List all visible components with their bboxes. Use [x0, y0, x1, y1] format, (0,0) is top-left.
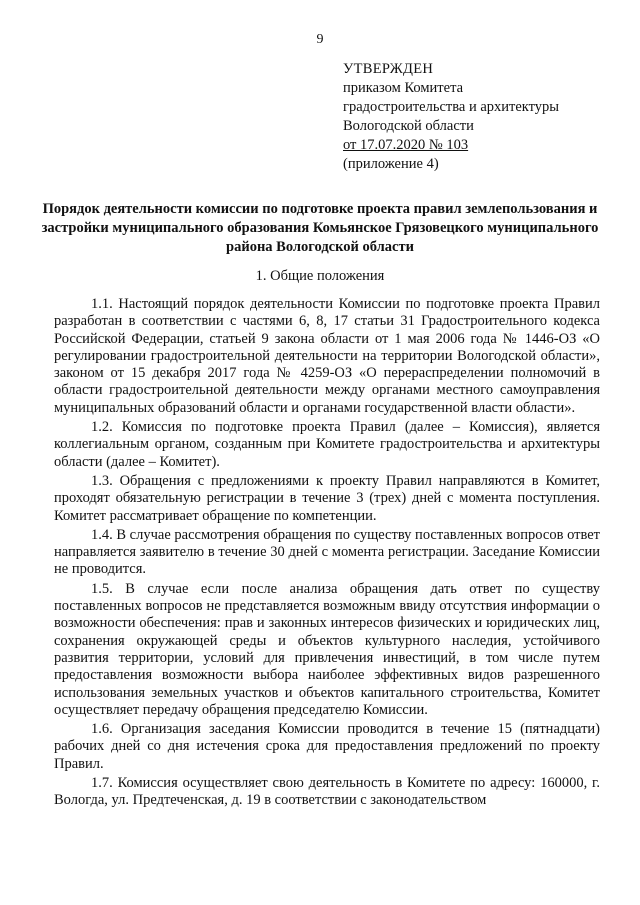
- approval-heading: УТВЕРЖДЕН: [343, 61, 434, 77]
- paragraph-1-4: 1.4. В случае рассмотрения обращения по существу поставленных вопросов ответ направляется заявителю в течение 30 дней с момента регистрации. Заседание Комиссии не проводится.: [54, 526, 600, 578]
- approval-line: Вологодской области: [343, 118, 474, 134]
- paragraph-1-6: 1.6. Организация заседания Комиссии проводится в течение 15 (пятнадцати) рабочих дней со дня истечения срока для предоставления предложений по проекту Правил.: [54, 721, 600, 772]
- approval-line: (приложение 4): [343, 156, 439, 172]
- document-body: [54, 296, 600, 812]
- paragraph-1-2: 1.2. Комиссия по подготовке проекта Правил (далее – Комиссия), является коллегиальным органом, созданным при Комитете градостроительства и архитектуры области (далее – Комитет).: [54, 419, 600, 470]
- paragraph-1-5: 1.5. В случае если после анализа обращения дать ответ по существу поставленных вопросов не представляется возможным ввиду отсутствия информации о возможности обеспечения: прав и законных интересов физических и юридических лиц, сохранения окружающей среды и объектов культурного наследия, устойчивого развития территории, условий для привлечения инвестиций, в том числе путем предоставления возможности выбора наиболее эффективных видов разрешенного использования земельных участков и объектов капитального строительства, Комитет осуществляет передачу обращения председателю Комиссии.: [54, 580, 600, 718]
- approval-order-reference: от 17.07.2020 № 103: [343, 137, 469, 153]
- approval-line: градостроительства и архитектуры: [343, 99, 560, 115]
- approval-stamp: [343, 60, 559, 174]
- paragraph-1-1: 1.1. Настоящий порядок деятельности Комиссии по подготовке проекта Правил разработан в соответствии с частями 6, 8, 17 статьи 31 Градостроительного кодекса Российской Федерации, статьей 9 закона области от 1 мая 2006 года № 1446-ОЗ «О регулировании градостроительной деятельности на территории Вологодской области», законом от 15 декабря 2017 года № 4259-ОЗ «О перераспределении полномочий в области градостроительной деятельности между органами местного самоуправления муниципальных образований области и органами государственной власти области».: [54, 296, 600, 416]
- approval-line: приказом Комитета: [343, 80, 464, 96]
- paragraph-1-3: 1.3. Обращения с предложениями к проекту Правил направляются в Комитет, проходят обязательную регистрации в течение 3 (трех) дней с момента поступления. Комитет рассматривает обращение по компетенции.: [54, 472, 600, 524]
- section-heading: 1. Общие положения: [255, 268, 385, 284]
- paragraph-1-7: 1.7. Комиссия осуществляет свою деятельность в Комитете по адресу: 160000, г. Вологда, ул. Предтеченская, д. 19 в соответствии с законодательством: [54, 775, 600, 809]
- page-number: 9: [316, 32, 324, 47]
- document-title: Порядок деятельности комиссии по подготовке проекта правил землепользования и застройки муниципального образования Комьянское Грязовецкого муниципального района Вологодской области: [41, 201, 599, 255]
